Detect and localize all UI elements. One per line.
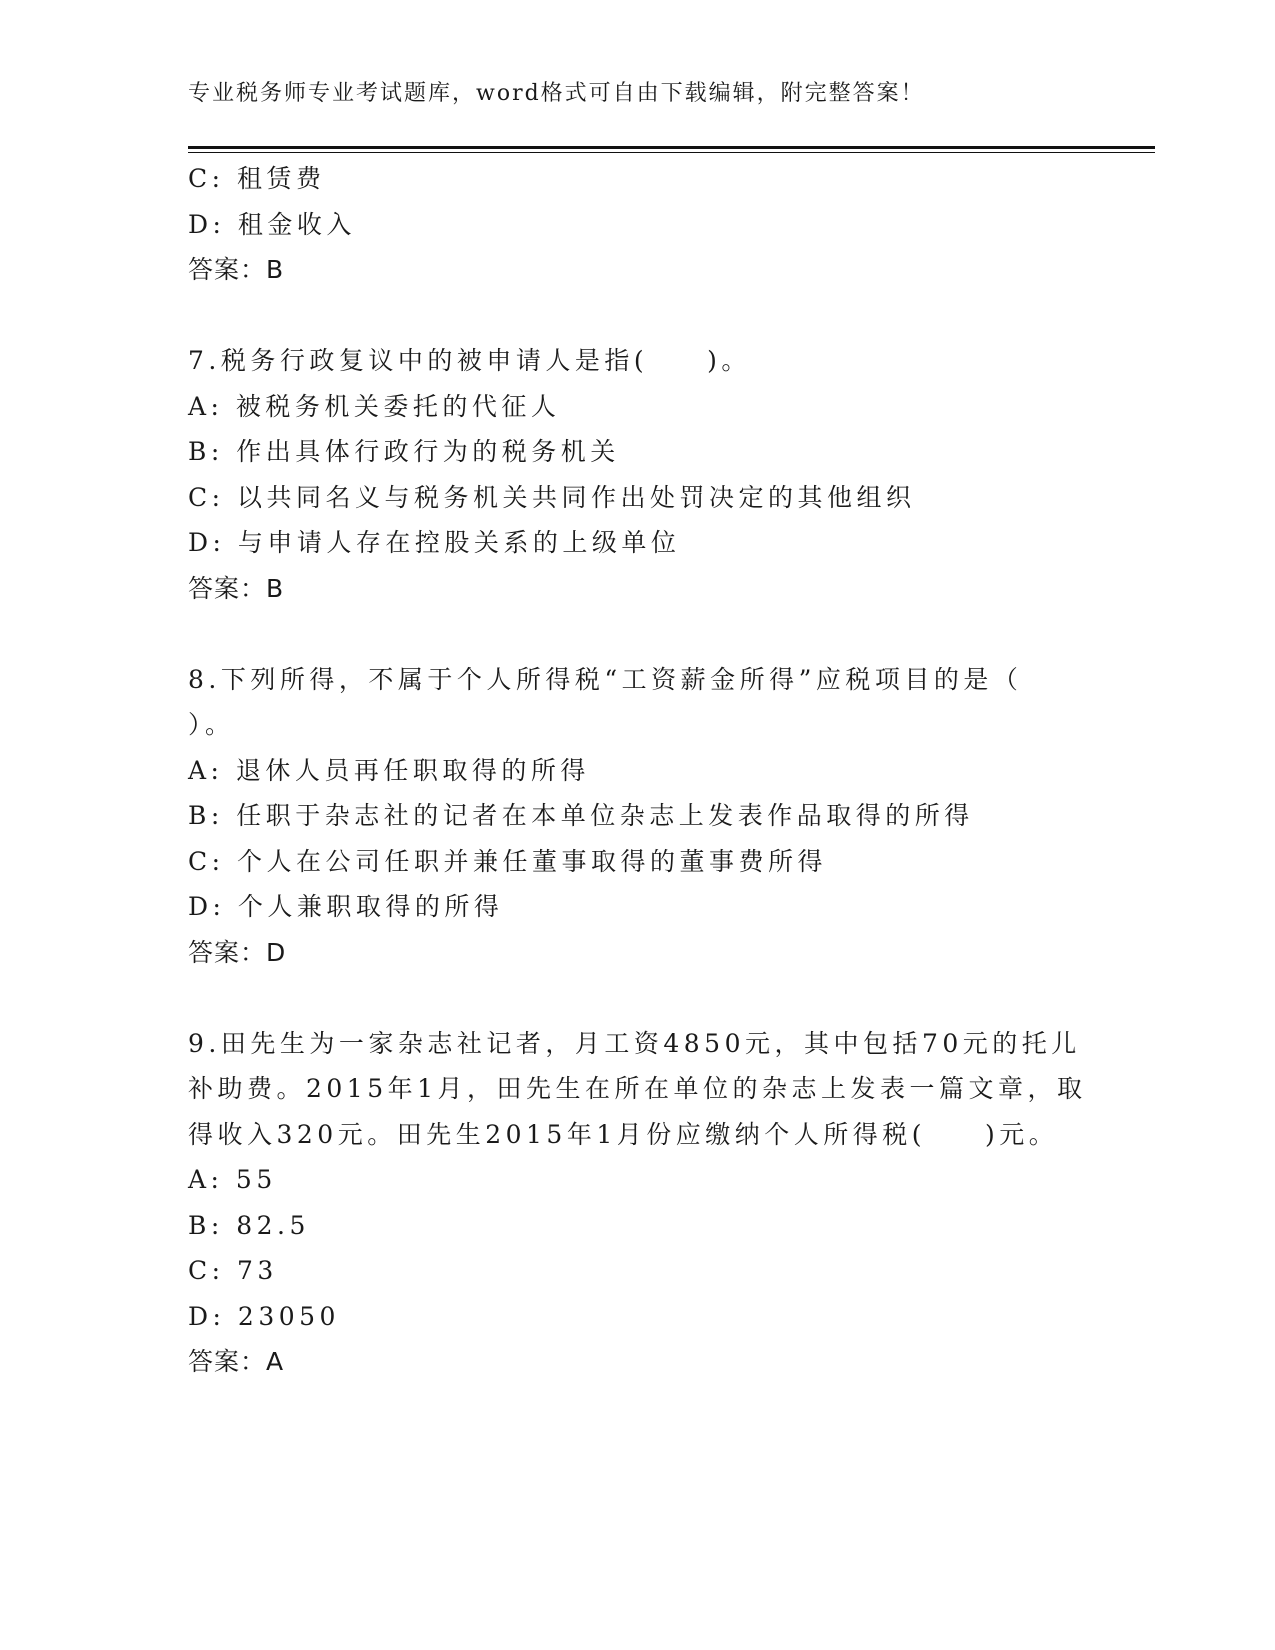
option-b: B: 作出具体行政行为的税务机关 [188, 437, 620, 466]
question-content [188, 156, 1088, 1385]
question-stem-continued: 补助费。2015年1月，田先生在所在单位的杂志上发表一篇文章，取 [188, 1074, 1087, 1103]
question-stem-continued: 得收入320元。田先生2015年1月份应缴纳个人所得税( )元。 [188, 1119, 1059, 1149]
answer: 答案：D [188, 937, 287, 967]
option-a: A: 退休人员再任职取得的所得 [188, 755, 590, 785]
answer: 答案：A [188, 1347, 285, 1376]
option-a: A: 被税务机关委托的代征人 [188, 391, 561, 421]
question-8 [188, 657, 1088, 976]
option-c: C: 租赁费 [188, 164, 326, 193]
option-d: D: 个人兼职取得的所得 [188, 892, 504, 921]
option-d: D: 与申请人存在控股关系的上级单位 [188, 528, 681, 557]
page-header: 专业税务师专业考试题库，word格式可自由下载编辑，附完整答案！ [188, 81, 925, 106]
option-c: C: 个人在公司任职并兼任董事取得的董事费所得 [188, 846, 827, 876]
option-b: B: 任职于杂志社的记者在本单位杂志上发表作品取得的所得 [188, 801, 974, 830]
option-c: C: 以共同名义与税务机关共同作出处罚决定的其他组织 [188, 482, 916, 512]
header-rule-thin [188, 152, 1155, 153]
option-c: C: 73 [188, 1256, 278, 1285]
header-rule-thick [188, 146, 1155, 149]
question-stem: 7.税务行政复议中的被申请人是指( )。 [188, 346, 751, 375]
question-stem: 8.下列所得，不属于个人所得税“工资薪金所得”应税项目的是（ [188, 664, 1023, 694]
question-stem: 9.田先生为一家杂志社记者，月工资4850元，其中包括70元的托儿 [188, 1028, 1081, 1058]
option-d: D: 23050 [188, 1301, 340, 1331]
answer: 答案：B [188, 255, 285, 284]
option-b: B: 82.5 [188, 1210, 310, 1240]
question-7 [188, 338, 1088, 611]
question-9 [188, 1021, 1088, 1385]
prev-question [188, 156, 1088, 293]
option-d: D: 租金收入 [188, 209, 356, 239]
question-stem-continued: ）。 [188, 710, 235, 739]
option-a: A: 55 [188, 1165, 277, 1194]
answer: 答案：B [188, 573, 285, 603]
